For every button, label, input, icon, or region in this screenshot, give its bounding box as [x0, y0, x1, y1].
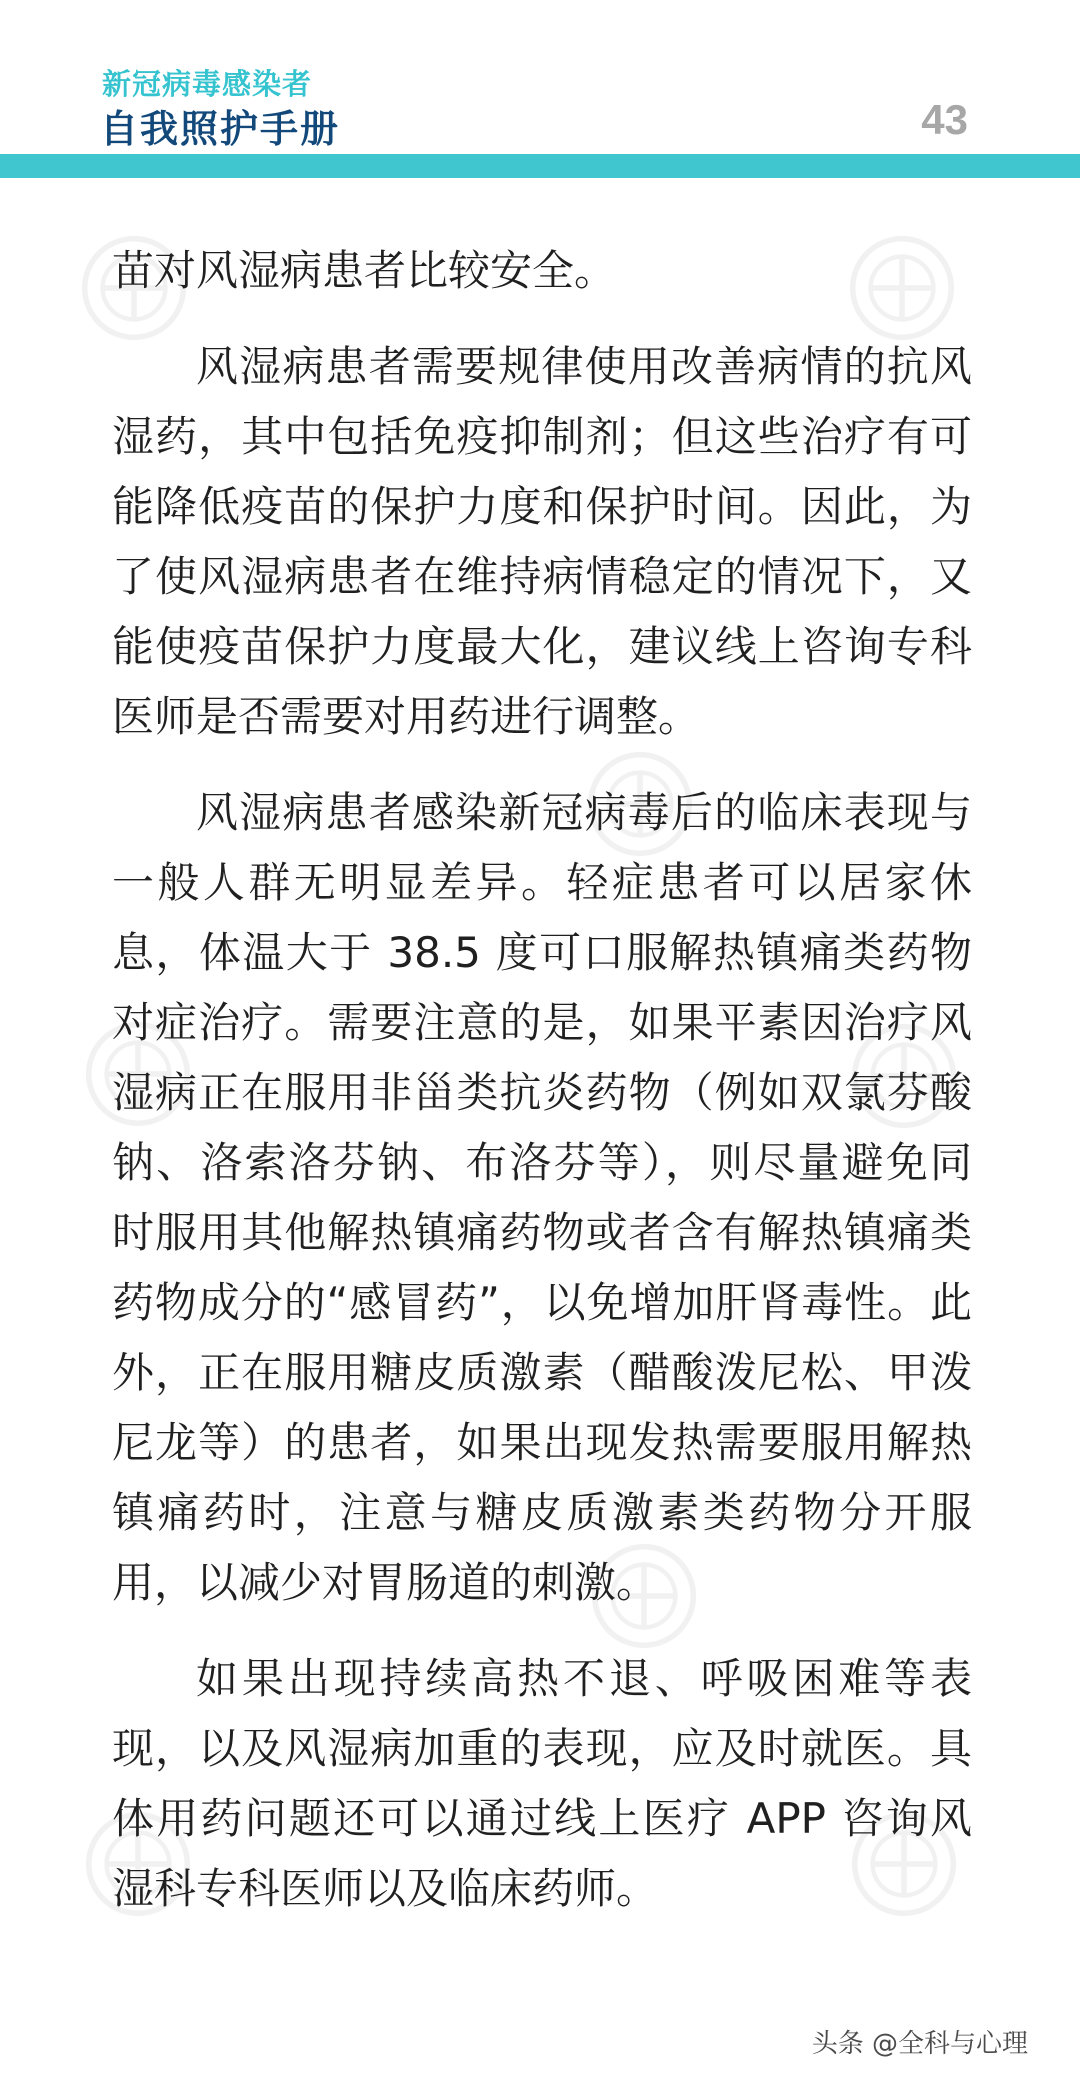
handbook-subtitle: 新冠病毒感染者	[102, 67, 313, 101]
page-number: 43	[921, 96, 968, 143]
paragraph-2: 风湿病患者需要规律使用改善病情的抗风湿药，其中包括免疫抑制剂；但这些治疗有可能降低疫苗的保护力度和保护时间。因此，为了使风湿病患者在维持病情稳定的情况下，又能使疫苗保护力度最大化，建议线上咨询专科医师是否需要对用药进行调整。	[112, 342, 972, 741]
paragraph-4: 如果出现持续高热不退、呼吸困难等表现，以及风湿病加重的表现，应及时就医。具体用药问题还可以通过线上医疗 APP 咨询风湿科专科医师以及临床药师。	[112, 1654, 972, 1913]
page-header	[0, 0, 1080, 178]
accent-bar	[0, 154, 1080, 178]
paragraph-3: 风湿病患者感染新冠病毒后的临床表现与一般人群无明显差异。轻症患者可以居家休息，体温大于 38.5 度可口服解热镇痛类药物对症治疗。需要注意的是，如果平素因治疗风湿病正在服用非甾类抗炎药物（例如双氯芬酸钠、洛索洛芬钠、布洛芬等），则尽量避免同时服用其他解热镇痛药物或者含有解热镇痛类药物成分的“感冒药”，以免增加肝肾毒性。此外，正在服用糖皮质激素（醋酸泼尼松、甲泼尼龙等）的患者，如果出现发热需要服用解热镇痛药时，注意与糖皮质激素类药物分开服用，以减少对胃肠道的刺激。	[112, 788, 972, 1607]
source-watermark: 头条 @全科与心理	[811, 2029, 1028, 2059]
paragraph-1: 苗对风湿病患者比较安全。	[112, 246, 617, 295]
handbook-title: 自我照护手册	[100, 107, 341, 151]
article-body	[112, 236, 972, 1950]
